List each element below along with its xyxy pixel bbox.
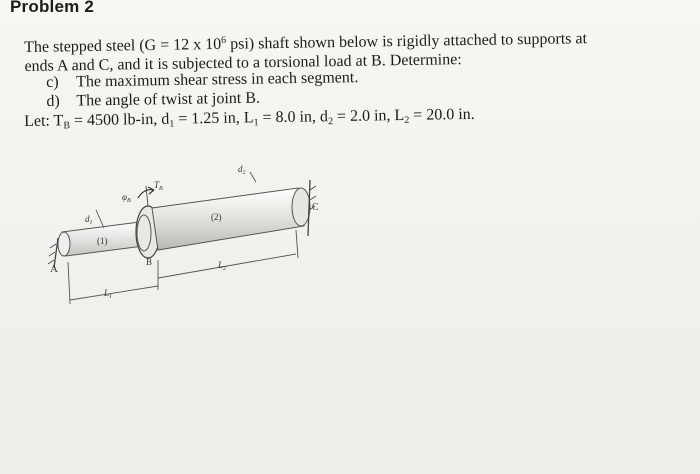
given-l1: = 8.0 in, d — [258, 108, 329, 127]
label-phi-b: $\varphi_B$ — [122, 192, 131, 204]
task-list — [46, 68, 359, 111]
given-l2: = 20.0 in. — [409, 105, 475, 124]
statement-line-2: ends A and C, and it is subjected to a torsional load at B. Determine: — [24, 51, 462, 75]
statement-text-tail: psi) shaft shown below is rigidly attached to supports at — [226, 30, 588, 53]
label-l2: $L_2$ — [218, 260, 227, 272]
label-segment-2: (2) — [211, 212, 222, 222]
label-d1: $d_1$ — [85, 214, 93, 226]
statement-text: The stepped steel (G = 12 x 10 — [24, 35, 222, 56]
label-l1: $L_1$ — [104, 288, 113, 300]
label-a: A — [50, 263, 58, 275]
problem-title: Problem 2 — [10, 0, 94, 16]
sub-1: 1 — [169, 118, 175, 130]
task-marker: d) — [46, 92, 60, 110]
given-tb: = 4500 lb-in, d — [69, 110, 170, 130]
task-text: The maximum shear stress in each segment. — [76, 69, 359, 91]
label-segment-1: (1) — [97, 236, 108, 246]
label-tb: $T_B$ — [154, 180, 163, 192]
task-marker: c) — [46, 73, 59, 91]
stepped-shaft-figure — [40, 150, 370, 320]
sub-b: B — [63, 120, 71, 132]
task-item-d — [46, 87, 358, 111]
sub-1: 1 — [253, 117, 259, 129]
sub-2: 2 — [404, 114, 410, 127]
shaft-segment-2 — [152, 188, 304, 250]
given-d1: = 1.25 in, L — [174, 109, 254, 128]
label-c: C — [312, 202, 319, 213]
sub-2: 2 — [327, 116, 334, 128]
torque-arrow-tb — [138, 186, 154, 206]
label-d2: $d_2$ — [238, 164, 246, 176]
exponent: 6 — [221, 34, 227, 46]
label-b: B — [146, 257, 153, 267]
task-text: The angle of twist at joint B. — [76, 89, 261, 110]
given-d2: = 2.0 in, L — [332, 107, 405, 126]
given-let: Let: T — [24, 112, 64, 130]
